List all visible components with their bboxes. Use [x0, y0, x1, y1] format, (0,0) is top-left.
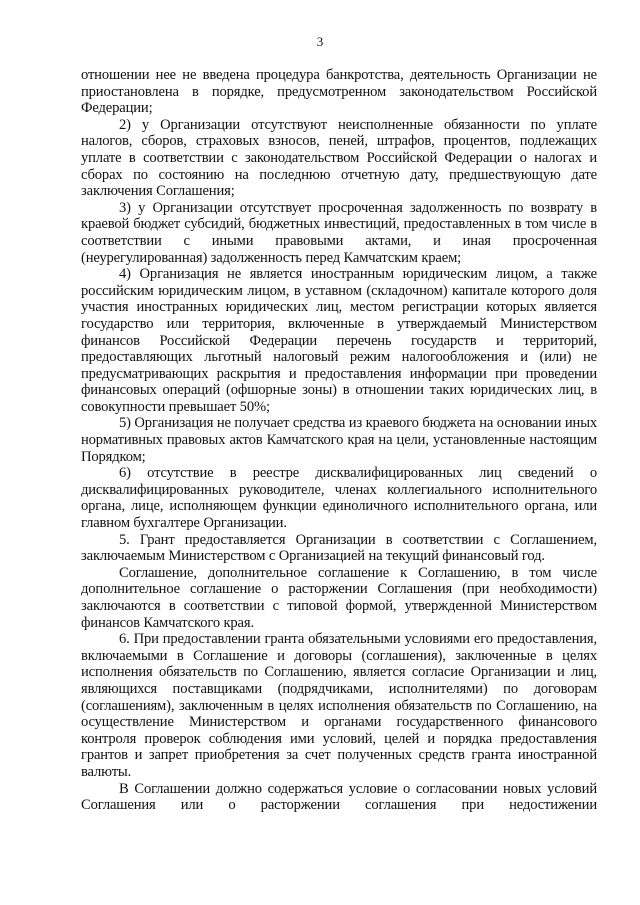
paragraph-item-5: 5) Организация не получает средства из краевого бюджета на основании иных нормативных правовых актов Камчатского края на цели, установленные настоящим Порядком; [81, 415, 597, 465]
page-number: 3 [316, 34, 324, 49]
paragraph-item-6: 6) отсутствие в реестре дисквалифицированных лиц сведений о дисквалифицированных руководителе, членах коллегиального исполнительного органа, лице, исполняющем функции единоличного исполнительного органа, или главном бухгалтере Организации. [81, 465, 597, 532]
paragraph-agreement-form: Соглашение, дополнительное соглашение к Соглашению, в том числе дополнительное соглашение о расторжении Соглашения (при необходимости) заключаются в соответствии с типовой формой, утвержденной Министерством финансов Камчатского края. [81, 564, 597, 631]
paragraph-section-6: 6. При предоставлении гранта обязательными условиями его предоставления, включаемыми в Соглашение и договоры (соглашения), заключенные в целях исполнения обязательств по Соглашению, является согласие Организации и лиц, являющихся поставщиками (подрядчиками, исполнителями) по договорам (соглашениям), заключенным в целях исполнения обязательств по Соглашению, на осуществление Министерством и органами государственного финансового контроля проверок соблюдения ими условий, целей и порядка предоставления грантов и запрет приобретения за счет полученных средств гранта иностранной валюты. [81, 631, 597, 780]
paragraph-continuation: отношении нее не введена процедура банкротства, деятельность Организации не приостановлена в порядке, предусмотренном законодательством Российской Федерации; [81, 67, 597, 117]
paragraph-item-4: 4) Организация не является иностранным юридическим лицом, а также российским юридическим лицом, в уставном (складочном) капитале которого доля участия иностранных юридических лиц, местом регистрации которых является государство или территория, включенные в утверждаемый Министерством финансов Российской Федерации перечень государств и территорий, предоставляющих льготный налоговый режим налогообложения и (или) не предусматривающих раскрытия и предоставления информации при проведении финансовых операций (офшорные зоны) в отношении таких юридических лиц, в совокупности превышает 50%; [81, 266, 597, 415]
document-body [81, 67, 597, 814]
paragraph-item-3: 3) у Организации отсутствует просроченная задолженность по возврату в краевой бюджет субсидий, бюджетных инвестиций, предоставленных в том числе в соответствии с иными правовыми актами, и иная просроченная (неурегулированная) задолженность перед Камчатским краем; [81, 199, 597, 266]
paragraph-item-2: 2) у Организации отсутствуют неисполненные обязанности по уплате налогов, сборов, страховых взносов, пеней, штрафов, процентов, подлежащих уплате в соответствии с законодательством Российской Федерации о налогах и сборах по состоянию на последнюю отчетную дату, предшествующую дате заключения Соглашения; [81, 116, 597, 200]
paragraph-agreement-conditions: В Соглашении должно содержаться условие о согласовании новых условий Соглашения или о расторжении соглашения при недостижении [81, 780, 597, 814]
paragraph-section-5: 5. Грант предоставляется Организации в соответствии с Соглашением, заключаемым Министерством с Организацией на текущий финансовый год. [81, 531, 597, 565]
